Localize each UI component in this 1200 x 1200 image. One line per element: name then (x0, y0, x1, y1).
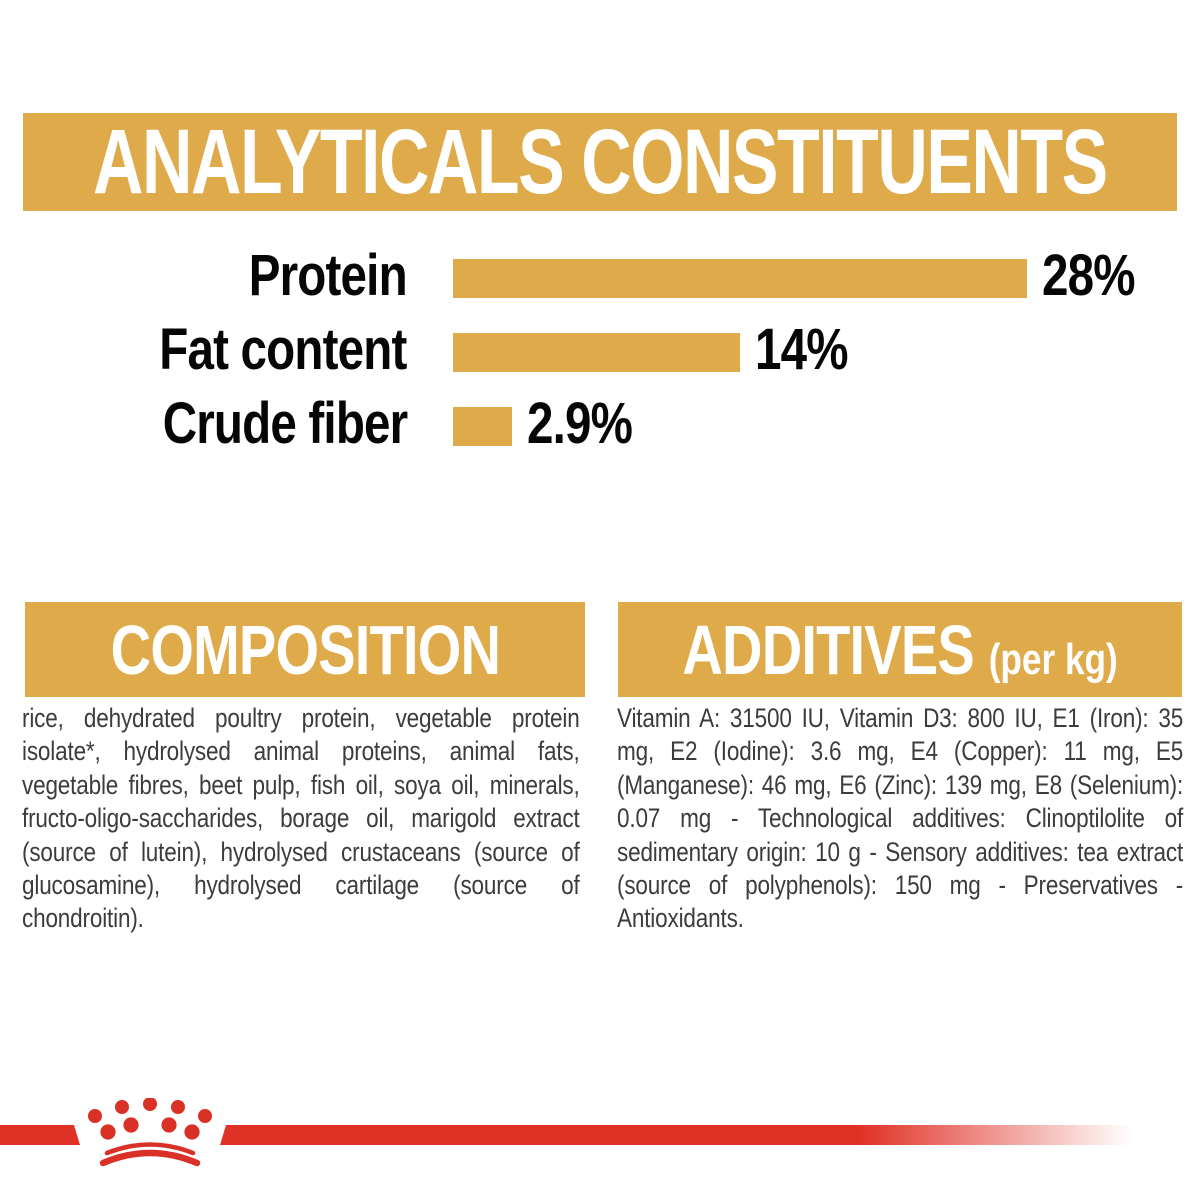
chart-value-label: 28% (1042, 243, 1135, 308)
composition-banner (25, 602, 585, 697)
additives-body: Vitamin A: 31500 IU, Vitamin D3: 800 IU, E1 (Iron): 35 mg, E2 (Iodine): 3.6 mg, E4 (Copper): 11 mg, E5 (Manganese): 46 mg, E6 (Zinc): 139 mg, E8 (Selenium): 0.07 mg - Technological additives: Clinoptilolite of sedimentary origin: 10 g - Sensory additives: tea extract (source of polyphenols): 150 mg - Preservatives - Antioxidants. (617, 703, 1184, 934)
chart-row-crude-fiber (0, 391, 1200, 456)
chart-category-label: Protein (248, 243, 407, 308)
footer-stripe-left (0, 1125, 80, 1145)
additives-banner (618, 602, 1182, 697)
chart-bar (453, 259, 1027, 298)
chart-value-label: 2.9% (527, 391, 633, 456)
chart-bar (453, 333, 740, 372)
analyticals-banner (23, 110, 1177, 213)
royal-canin-crown-icon (84, 1098, 216, 1168)
chart-category-label: Crude fiber (162, 391, 407, 456)
chart-row-protein (0, 243, 1200, 308)
composition-heading: COMPOSITION (110, 610, 500, 689)
additives-heading-suffix: (per kg) (988, 634, 1118, 684)
additives-heading-main: ADDITIVES (682, 610, 974, 689)
additives-heading (682, 610, 1117, 690)
footer-stripe-right (220, 1125, 1160, 1145)
chart-value-label: 14% (755, 317, 848, 382)
chart-bar (453, 407, 512, 446)
analyticals-title: ANALYTICALS CONSTITUENTS (93, 110, 1107, 213)
analyticals-chart (0, 243, 1200, 458)
chart-row-fat-content (0, 317, 1200, 382)
composition-body: rice, dehydrated poultry protein, vegetable protein isolate*, hydrolysed animal proteins, animal fats, vegetable fibres, beet pulp, fish oil, soya oil, minerals, fructo-oligo-saccharides, borage oil, marigold extract (source of lutein), hydrolysed crustaceans (source of glucosamine), hydrolysed cartilage (source of chondroitin). (22, 703, 580, 934)
chart-category-label: Fat content (159, 317, 407, 382)
